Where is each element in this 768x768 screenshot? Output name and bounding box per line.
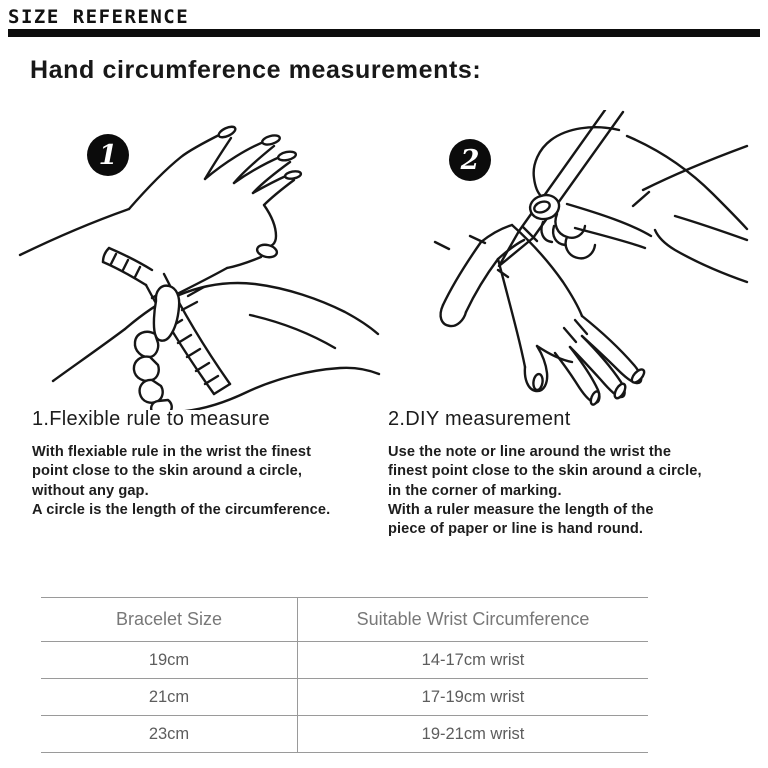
bracelet-size-cell: 19cm xyxy=(41,642,298,679)
step-1-text xyxy=(32,408,384,520)
step-2-title: 2.DIY measurement xyxy=(388,408,571,430)
figure-flexible-rule xyxy=(15,115,385,410)
size-table xyxy=(41,597,648,753)
wrist-circumference-cell: 19-21cm wrist xyxy=(298,716,649,753)
page-title: Hand circumference measurements: xyxy=(30,56,482,84)
step-1-title: 1.Flexible rule to measure xyxy=(32,408,270,430)
size-table-header-wrist-circumference: Suitable Wrist Circumference xyxy=(298,598,649,642)
bracelet-size-cell: 21cm xyxy=(41,679,298,716)
wrist-circumference-cell: 17-19cm wrist xyxy=(298,679,649,716)
banner-underline-bar xyxy=(8,29,760,37)
step-1-badge: 1 xyxy=(87,134,129,176)
banner-title: SIZE REFERENCE xyxy=(8,6,190,28)
table-row xyxy=(41,642,648,679)
step-1-description: With flexiable rule in the wrist the finest point close to the skin around a circle, without any gap. A circle is the length of the circumference. xyxy=(32,444,331,518)
size-table-header-row xyxy=(41,598,648,642)
table-row xyxy=(41,679,648,716)
tape-measure-around-wrist-icon xyxy=(15,115,385,410)
step-2-badge: 2 xyxy=(449,139,491,181)
step-2-description: Use the note or line around the wrist the finest point close to the skin around a circle, in the corner of marking. With a ruler measure the length of the piece of paper or line is hand round. xyxy=(388,444,702,538)
bracelet-size-cell: 23cm xyxy=(41,716,298,753)
table-row xyxy=(41,716,648,753)
step-2-text xyxy=(388,408,740,539)
size-table-header-bracelet-size: Bracelet Size xyxy=(41,598,298,642)
wrist-circumference-cell: 14-17cm wrist xyxy=(298,642,649,679)
